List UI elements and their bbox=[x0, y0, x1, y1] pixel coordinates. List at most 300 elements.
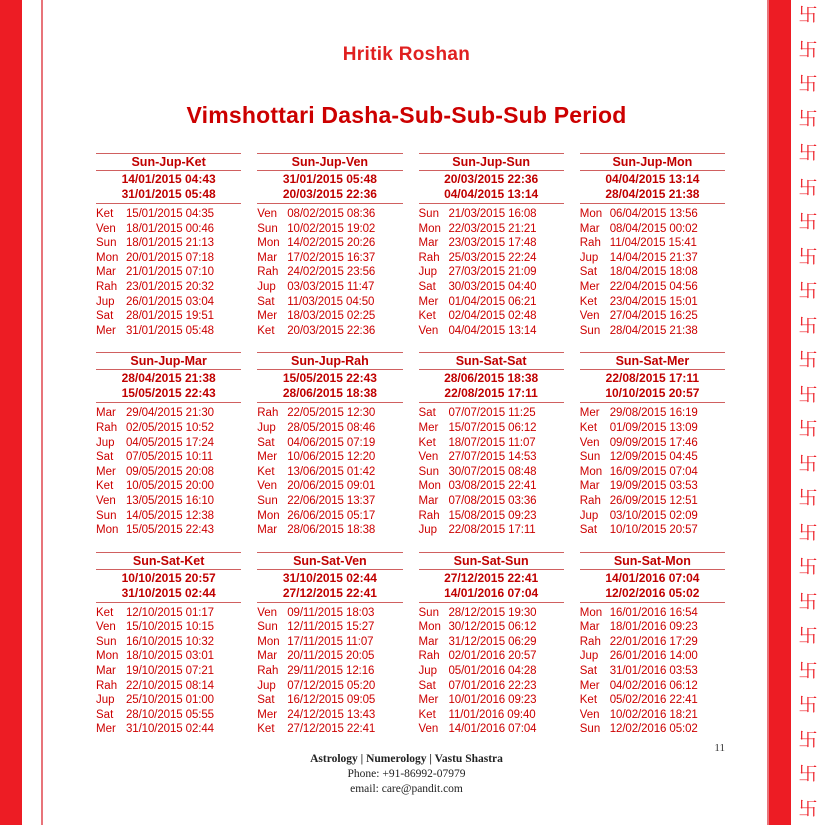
planet-label: Ven bbox=[579, 310, 600, 323]
planet-label: Mon bbox=[579, 465, 603, 478]
period-end-datetime: 24/02/2015 23:56 bbox=[287, 266, 376, 279]
table-row bbox=[96, 309, 241, 324]
period-end-datetime: 03/03/2015 11:47 bbox=[287, 280, 375, 293]
table-row bbox=[580, 406, 725, 421]
swastika-icon: 卐 bbox=[798, 73, 818, 96]
table-row bbox=[419, 606, 564, 621]
period-end-datetime: 31/10/2015 02:44 bbox=[126, 723, 214, 736]
block-start-date: 20/03/2015 22:36 bbox=[444, 172, 539, 186]
planet-label: Mer bbox=[96, 465, 116, 478]
table-row bbox=[257, 222, 402, 237]
block-rows bbox=[580, 606, 725, 737]
planet-label: Sun bbox=[418, 606, 439, 619]
period-end-datetime: 18/01/2016 09:23 bbox=[609, 621, 698, 634]
planet-label: Mon bbox=[96, 524, 119, 537]
table-row bbox=[580, 421, 725, 436]
table-row bbox=[257, 324, 402, 339]
page-number: 11 bbox=[714, 742, 725, 754]
period-end-datetime: 10/01/2016 09:23 bbox=[448, 694, 537, 707]
period-end-datetime: 02/05/2015 10:52 bbox=[126, 421, 214, 434]
table-row bbox=[257, 620, 402, 635]
period-end-datetime: 07/05/2015 10:11 bbox=[126, 451, 214, 464]
table-row bbox=[257, 479, 402, 494]
planet-label: Mon bbox=[418, 621, 441, 634]
table-row bbox=[419, 295, 564, 310]
period-end-datetime: 02/01/2016 20:57 bbox=[448, 650, 537, 663]
block-end-date: 28/04/2015 21:38 bbox=[605, 187, 700, 201]
table-row bbox=[257, 436, 402, 451]
planet-label: Sun bbox=[257, 222, 278, 235]
block-start-date: 14/01/2015 04:43 bbox=[121, 172, 216, 186]
planet-label: Rah bbox=[96, 421, 118, 434]
period-end-datetime: 28/01/2015 19:51 bbox=[126, 310, 214, 323]
planet-label: Sun bbox=[257, 621, 278, 634]
swastika-icon: 卐 bbox=[798, 4, 818, 26]
table-row bbox=[96, 649, 241, 664]
period-end-datetime: 17/02/2015 16:37 bbox=[287, 251, 376, 264]
table-row bbox=[580, 722, 725, 737]
period-end-datetime: 10/02/2016 18:21 bbox=[609, 708, 698, 721]
period-end-datetime: 29/04/2015 21:30 bbox=[126, 407, 214, 420]
person-name: Hritik Roshan bbox=[342, 44, 471, 65]
period-end-datetime: 25/10/2015 01:00 bbox=[126, 694, 214, 707]
planet-label: Sat bbox=[257, 295, 275, 308]
planet-label: Mon bbox=[96, 251, 119, 264]
block-rows bbox=[580, 207, 725, 338]
period-end-datetime: 23/03/2015 17:48 bbox=[448, 237, 537, 250]
table-row bbox=[96, 664, 241, 679]
block-heading: Sun-Sat-Mon bbox=[580, 552, 725, 570]
table-row bbox=[419, 265, 564, 280]
planet-label: Sun bbox=[579, 451, 601, 464]
table-row bbox=[96, 693, 241, 708]
dasha-period-block bbox=[419, 352, 564, 537]
table-row bbox=[96, 635, 241, 650]
table-row bbox=[419, 708, 564, 723]
table-row bbox=[580, 606, 725, 621]
planet-label: Rah bbox=[418, 650, 440, 663]
planet-label: Ket bbox=[418, 708, 436, 721]
block-rows bbox=[96, 606, 241, 737]
period-end-datetime: 20/11/2015 20:05 bbox=[287, 650, 375, 663]
period-end-datetime: 22/03/2015 21:21 bbox=[448, 222, 537, 235]
planet-label: Ket bbox=[579, 421, 598, 434]
period-end-datetime: 24/12/2015 13:43 bbox=[287, 708, 376, 721]
swastika-icon: 卐 bbox=[798, 694, 818, 717]
planet-label: Jup bbox=[418, 524, 438, 537]
table-row bbox=[96, 450, 241, 465]
table-row bbox=[257, 708, 402, 723]
table-row bbox=[96, 620, 241, 635]
planet-label: Rah bbox=[96, 679, 118, 692]
planet-label: Jup bbox=[96, 295, 115, 308]
swastika-icon: 卐 bbox=[798, 556, 818, 579]
period-end-datetime: 26/06/2015 05:17 bbox=[287, 509, 376, 522]
period-end-datetime: 03/10/2015 02:09 bbox=[609, 509, 698, 522]
block-end-date: 14/01/2016 07:04 bbox=[444, 585, 539, 600]
block-date-range bbox=[96, 171, 241, 204]
period-end-datetime: 05/01/2016 04:28 bbox=[448, 665, 537, 678]
block-heading: Sun-Sat-Ket bbox=[96, 552, 241, 570]
period-end-datetime: 15/01/2015 04:35 bbox=[126, 208, 214, 220]
table-row bbox=[419, 207, 564, 222]
period-end-datetime: 31/01/2015 05:48 bbox=[126, 324, 214, 337]
left-rule-line bbox=[41, 0, 43, 825]
table-row bbox=[580, 436, 725, 451]
table-row bbox=[419, 635, 564, 650]
swastika-icon: 卐 bbox=[798, 487, 818, 510]
planet-label: Ven bbox=[418, 723, 439, 736]
period-end-datetime: 18/07/2015 11:07 bbox=[448, 436, 536, 449]
period-end-datetime: 18/10/2015 03:01 bbox=[126, 650, 214, 663]
period-end-datetime: 18/01/2015 00:46 bbox=[126, 222, 214, 235]
planet-label: Sun bbox=[418, 208, 439, 220]
block-start-date: 22/08/2015 17:11 bbox=[605, 371, 700, 386]
period-end-datetime: 15/07/2015 06:12 bbox=[448, 421, 537, 434]
swastika-icon: 卐 bbox=[798, 38, 818, 61]
period-end-datetime: 10/06/2015 12:20 bbox=[287, 451, 376, 464]
block-start-date: 14/01/2016 07:04 bbox=[605, 570, 700, 585]
table-row bbox=[580, 280, 725, 295]
table-row bbox=[96, 222, 241, 237]
table-row bbox=[96, 280, 241, 295]
planet-label: Mer bbox=[418, 295, 439, 308]
dasha-period-grid bbox=[44, 153, 769, 737]
planet-label: Sat bbox=[257, 436, 275, 449]
swastika-icon: 卐 bbox=[798, 211, 818, 234]
block-heading: Sun-Sat-Sun bbox=[419, 552, 564, 570]
period-end-datetime: 23/01/2015 20:32 bbox=[126, 280, 214, 293]
block-end-date: 12/02/2016 05:02 bbox=[605, 585, 700, 600]
swastika-icon: 卐 bbox=[798, 245, 818, 268]
swastika-icon: 卐 bbox=[798, 763, 818, 786]
table-row bbox=[96, 606, 241, 621]
planet-label: Rah bbox=[418, 251, 440, 264]
planet-label: Rah bbox=[579, 635, 601, 648]
dasha-period-block bbox=[96, 352, 241, 537]
planet-label: Mon bbox=[579, 208, 603, 220]
dasha-period-block bbox=[419, 153, 564, 338]
planet-label: Ven bbox=[257, 208, 278, 220]
planet-label: Ven bbox=[579, 436, 600, 449]
period-end-datetime: 29/11/2015 12:16 bbox=[287, 665, 375, 678]
period-end-datetime: 27/03/2015 21:09 bbox=[448, 266, 537, 279]
table-row bbox=[257, 236, 402, 251]
period-end-datetime: 12/11/2015 15:27 bbox=[287, 621, 375, 634]
planet-label: Mar bbox=[257, 251, 278, 264]
swastika-icon: 卐 bbox=[798, 314, 818, 337]
block-end-date: 28/06/2015 18:38 bbox=[282, 386, 377, 401]
document-content bbox=[44, 0, 769, 825]
table-row bbox=[419, 222, 564, 237]
table-row bbox=[96, 406, 241, 421]
period-end-datetime: 26/01/2016 14:00 bbox=[609, 650, 698, 663]
table-row bbox=[257, 664, 402, 679]
period-end-datetime: 07/12/2015 05:20 bbox=[287, 679, 376, 692]
block-date-range bbox=[419, 570, 564, 603]
footer-email: email: care@pandit.com bbox=[350, 783, 463, 795]
period-end-datetime: 12/02/2016 05:02 bbox=[609, 723, 698, 736]
swastika-icon: 卐 bbox=[798, 107, 818, 130]
table-row bbox=[96, 295, 241, 310]
period-end-datetime: 14/05/2015 12:38 bbox=[126, 509, 214, 522]
table-row bbox=[419, 523, 564, 538]
planet-label: Sat bbox=[579, 665, 598, 678]
table-row bbox=[419, 649, 564, 664]
planet-label: Sun bbox=[579, 324, 601, 337]
table-row bbox=[257, 207, 402, 222]
planet-label: Sat bbox=[579, 524, 598, 537]
period-end-datetime: 15/10/2015 10:15 bbox=[126, 621, 214, 634]
period-end-datetime: 06/04/2015 13:56 bbox=[609, 208, 698, 220]
period-end-datetime: 13/05/2015 16:10 bbox=[126, 494, 214, 507]
table-row bbox=[257, 635, 402, 650]
period-end-datetime: 10/10/2015 20:57 bbox=[609, 524, 698, 537]
planet-label: Mar bbox=[418, 237, 439, 250]
swastika-icon: 卐 bbox=[798, 797, 818, 820]
period-end-datetime: 31/01/2016 03:53 bbox=[609, 665, 698, 678]
period-end-datetime: 27/12/2015 22:41 bbox=[287, 723, 376, 736]
swastika-icon: 卐 bbox=[798, 521, 818, 544]
period-end-datetime: 27/04/2015 16:25 bbox=[609, 310, 698, 323]
planet-label: Sat bbox=[418, 280, 436, 293]
swastika-icon: 卐 bbox=[798, 590, 818, 613]
period-end-datetime: 09/09/2015 17:46 bbox=[609, 436, 698, 449]
block-date-range bbox=[419, 171, 564, 204]
table-row bbox=[257, 509, 402, 524]
table-row bbox=[419, 664, 564, 679]
period-end-datetime: 11/04/2015 15:41 bbox=[609, 237, 697, 250]
planet-label: Jup bbox=[257, 421, 276, 434]
planet-label: Ket bbox=[257, 465, 275, 478]
table-row bbox=[580, 523, 725, 538]
dasha-period-block bbox=[580, 552, 725, 737]
table-row bbox=[419, 236, 564, 251]
table-row bbox=[419, 620, 564, 635]
period-end-datetime: 21/03/2015 16:08 bbox=[448, 208, 537, 220]
planet-label: Ket bbox=[579, 694, 598, 707]
table-row bbox=[580, 222, 725, 237]
period-end-datetime: 17/11/2015 11:07 bbox=[287, 635, 374, 648]
planet-label: Jup bbox=[579, 650, 599, 663]
left-red-band bbox=[0, 0, 22, 825]
block-rows bbox=[257, 207, 402, 338]
table-row bbox=[580, 236, 725, 251]
table-row bbox=[96, 421, 241, 436]
planet-label: Jup bbox=[418, 665, 438, 678]
block-end-date: 10/10/2015 20:57 bbox=[605, 386, 700, 401]
period-end-datetime: 15/08/2015 09:23 bbox=[448, 509, 537, 522]
period-end-datetime: 01/09/2015 13:09 bbox=[609, 421, 698, 434]
planet-label: Mer bbox=[257, 708, 278, 721]
table-row bbox=[96, 479, 241, 494]
planet-label: Jup bbox=[418, 266, 438, 279]
table-row bbox=[419, 324, 564, 339]
swastika-icon: 卐 bbox=[798, 142, 818, 165]
block-rows bbox=[257, 606, 402, 737]
block-rows bbox=[96, 406, 241, 537]
table-row bbox=[580, 635, 725, 650]
block-start-date: 10/10/2015 20:57 bbox=[121, 570, 216, 585]
planet-label: Ven bbox=[418, 451, 439, 464]
table-row bbox=[580, 494, 725, 509]
planet-label: Rah bbox=[257, 407, 279, 420]
planet-label: Ket bbox=[579, 295, 598, 308]
planet-label: Ket bbox=[418, 436, 436, 449]
table-row bbox=[419, 479, 564, 494]
period-end-datetime: 07/01/2016 22:23 bbox=[448, 679, 537, 692]
period-end-datetime: 22/04/2015 04:56 bbox=[609, 280, 698, 293]
table-row bbox=[419, 450, 564, 465]
period-end-datetime: 26/01/2015 03:04 bbox=[126, 295, 214, 308]
table-row bbox=[96, 324, 241, 339]
planet-label: Ket bbox=[257, 723, 275, 736]
table-row bbox=[580, 679, 725, 694]
table-row bbox=[580, 664, 725, 679]
block-rows bbox=[580, 406, 725, 537]
planet-label: Sun bbox=[257, 494, 278, 507]
table-row bbox=[419, 679, 564, 694]
period-end-datetime: 28/04/2015 21:38 bbox=[609, 324, 698, 337]
table-row bbox=[419, 722, 564, 737]
period-end-datetime: 14/04/2015 21:37 bbox=[609, 251, 698, 264]
planet-label: Ven bbox=[96, 494, 116, 507]
swastika-ornament-column bbox=[791, 0, 825, 825]
block-date-range bbox=[257, 171, 402, 204]
block-heading: Sun-Jup-Sun bbox=[419, 153, 564, 171]
table-row bbox=[96, 207, 241, 222]
table-row bbox=[419, 421, 564, 436]
table-row bbox=[257, 251, 402, 266]
planet-label: Mar bbox=[579, 222, 600, 235]
period-end-datetime: 16/10/2015 10:32 bbox=[126, 635, 214, 648]
period-end-datetime: 27/07/2015 14:53 bbox=[448, 451, 537, 464]
period-end-datetime: 05/02/2016 22:41 bbox=[609, 694, 698, 707]
table-row bbox=[96, 251, 241, 266]
block-date-range bbox=[96, 570, 241, 603]
period-end-datetime: 28/05/2015 08:46 bbox=[287, 421, 376, 434]
planet-label: Mar bbox=[579, 621, 600, 634]
table-row bbox=[96, 708, 241, 723]
table-row bbox=[257, 265, 402, 280]
swastika-icon: 卐 bbox=[798, 280, 818, 303]
dasha-period-block bbox=[257, 153, 402, 338]
table-row bbox=[257, 693, 402, 708]
period-end-datetime: 22/01/2016 17:29 bbox=[609, 635, 698, 648]
swastika-icon: 卐 bbox=[798, 176, 818, 199]
planet-label: Ven bbox=[96, 621, 116, 634]
footer bbox=[44, 752, 769, 797]
swastika-icon: 卐 bbox=[798, 418, 818, 441]
block-date-range bbox=[419, 370, 564, 403]
block-end-date: 20/03/2015 22:36 bbox=[282, 187, 377, 201]
planet-label: Jup bbox=[579, 251, 599, 264]
period-end-datetime: 04/06/2015 07:19 bbox=[287, 436, 376, 449]
table-row bbox=[96, 509, 241, 524]
planet-label: Rah bbox=[418, 509, 440, 522]
period-end-datetime: 31/12/2015 06:29 bbox=[448, 635, 537, 648]
table-row bbox=[419, 251, 564, 266]
swastika-icon: 卐 bbox=[798, 349, 818, 372]
dasha-period-block bbox=[580, 153, 725, 338]
period-end-datetime: 07/07/2015 11:25 bbox=[448, 407, 536, 420]
block-start-date: 27/12/2015 22:41 bbox=[444, 570, 539, 585]
period-end-datetime: 01/04/2015 06:21 bbox=[448, 295, 537, 308]
block-date-range bbox=[257, 570, 402, 603]
planet-label: Rah bbox=[257, 266, 279, 279]
period-end-datetime: 14/01/2016 07:04 bbox=[448, 723, 537, 736]
table-row bbox=[257, 309, 402, 324]
planet-label: Mar bbox=[96, 407, 116, 420]
planet-label: Sat bbox=[96, 708, 114, 721]
period-end-datetime: 11/01/2016 09:40 bbox=[448, 708, 536, 721]
block-rows bbox=[96, 207, 241, 338]
period-end-datetime: 16/01/2016 16:54 bbox=[609, 606, 698, 619]
swastika-icon: 卐 bbox=[798, 452, 818, 475]
table-row bbox=[580, 251, 725, 266]
period-end-datetime: 18/01/2015 21:13 bbox=[126, 237, 214, 250]
planet-label: Mar bbox=[96, 266, 116, 279]
table-row bbox=[96, 436, 241, 451]
table-row bbox=[257, 295, 402, 310]
table-row bbox=[580, 309, 725, 324]
period-end-datetime: 22/08/2015 17:11 bbox=[448, 524, 536, 537]
period-end-datetime: 28/10/2015 05:55 bbox=[126, 708, 214, 721]
planet-label: Mar bbox=[418, 635, 439, 648]
table-row bbox=[419, 693, 564, 708]
block-heading: Sun-Sat-Ven bbox=[257, 552, 402, 570]
planet-label: Ket bbox=[96, 606, 114, 619]
planet-label: Ven bbox=[257, 480, 278, 493]
block-date-range bbox=[257, 370, 402, 403]
planet-label: Mar bbox=[96, 665, 116, 678]
block-start-date: 15/05/2015 22:43 bbox=[282, 371, 377, 386]
planet-label: Ket bbox=[96, 208, 114, 220]
table-row bbox=[580, 295, 725, 310]
table-row bbox=[96, 679, 241, 694]
table-row bbox=[257, 679, 402, 694]
planet-label: Jup bbox=[257, 679, 276, 692]
period-end-datetime: 04/05/2015 17:24 bbox=[126, 436, 214, 449]
block-rows bbox=[419, 406, 564, 537]
table-row bbox=[580, 649, 725, 664]
block-heading: Sun-Jup-Mon bbox=[580, 153, 725, 171]
period-end-datetime: 18/03/2015 02:25 bbox=[287, 310, 376, 323]
planet-label: Rah bbox=[257, 665, 279, 678]
planet-label: Mer bbox=[257, 451, 278, 464]
period-end-datetime: 19/09/2015 03:53 bbox=[609, 480, 698, 493]
table-row bbox=[580, 479, 725, 494]
planet-label: Mar bbox=[579, 480, 600, 493]
table-row bbox=[257, 523, 402, 538]
block-heading: Sun-Sat-Mer bbox=[580, 352, 725, 370]
planet-label: Mer bbox=[96, 723, 116, 736]
period-end-datetime: 11/03/2015 04:50 bbox=[287, 295, 375, 308]
table-row bbox=[257, 280, 402, 295]
table-row bbox=[580, 693, 725, 708]
block-end-date: 22/08/2015 17:11 bbox=[444, 386, 538, 401]
table-row bbox=[419, 494, 564, 509]
block-heading: Sun-Jup-Rah bbox=[257, 352, 402, 370]
planet-label: Mer bbox=[579, 407, 600, 420]
planet-label: Mer bbox=[257, 310, 278, 323]
block-heading: Sun-Sat-Sat bbox=[419, 352, 564, 370]
planet-label: Mon bbox=[418, 222, 441, 235]
period-end-datetime: 22/06/2015 13:37 bbox=[287, 494, 376, 507]
planet-label: Jup bbox=[257, 280, 276, 293]
block-start-date: 04/04/2015 13:14 bbox=[605, 172, 700, 186]
planet-label: Mon bbox=[418, 480, 441, 493]
